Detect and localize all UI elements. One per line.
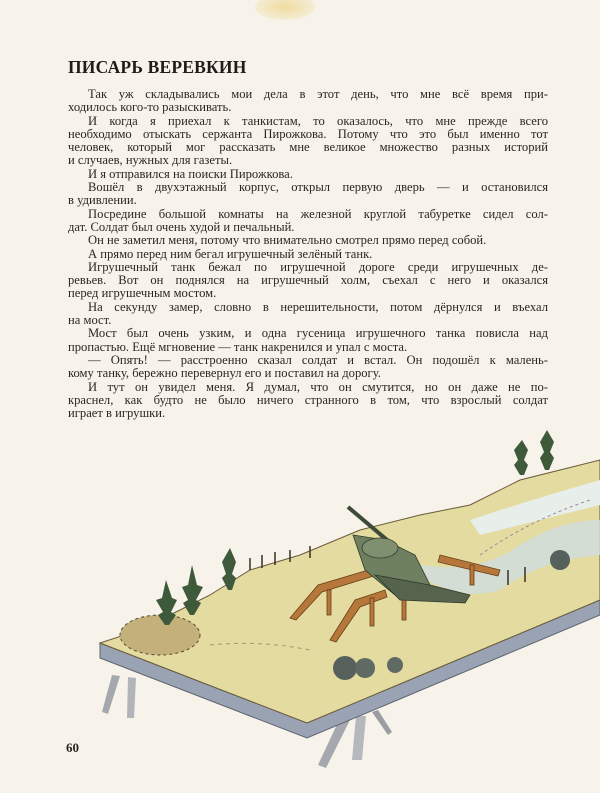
text-line: в удивлении.	[68, 193, 137, 208]
text-line: дат. Солдат был очень худой и печальный.	[68, 219, 295, 234]
text-line: Вошёл в двухэтажный корпус, открыл первую дверь — и остановился	[88, 180, 548, 195]
text-line: На секунду замер, словно в нерешительности, потом дёрнулся и въехал	[88, 299, 548, 314]
text-line: Игрушечный танк бежал по игрушечной дороге среди игрушечных де-	[88, 259, 548, 274]
page-number: 60	[66, 740, 79, 755]
crater	[120, 615, 200, 655]
text-line: играет в игрушки.	[68, 406, 166, 421]
text-line: на мост.	[68, 313, 112, 328]
text-line: необходимо отыскать сержанта Пирожкова. Потому что это был именно тот	[68, 126, 548, 141]
text-line: Так уж складывались мои дела в этот день, что мне всё время при-	[88, 87, 548, 101]
text-line: человек, который мог рассказать мне великое множество разных историй	[68, 140, 548, 155]
text-line: И тут он увидел меня. Я думал, что он смутится, но он даже не по-	[88, 379, 548, 394]
text-line: И когда я приехал к танкистам, то оказалось, что мне прежде всего	[88, 113, 548, 128]
text-line: Он не заметил меня, потому что внимательно смотрел прямо перед собой.	[88, 233, 487, 248]
text-line: И я отправился на поиски Пирожкова.	[88, 166, 293, 181]
text-line: А прямо перед ним бегал игрушечный зелёный танк.	[88, 246, 373, 261]
text-line: перед игрушечным мостом.	[68, 286, 217, 301]
text-line: Посредине большой комнаты на железной круглой табуретке сидел сол-	[88, 206, 548, 221]
text-line: и случаев, нужных для газеты.	[68, 153, 233, 168]
text-line: кому танку, бережно перевернул его и поставил на дорогу.	[68, 366, 381, 381]
text-line: ревьев. Вот он поднялся на игрушечный холм, съехал с него и оказался	[68, 273, 548, 288]
chapter-title: ПИСАРЬ ВЕРЕВКИН	[68, 57, 247, 77]
text-line: ходилось кого-то разыскивать.	[68, 100, 232, 115]
text-line: Мост был очень узким, и одна гусеница игрушечного танка повисла над	[88, 326, 548, 341]
text-line: — Опять! — расстроенно сказал солдат и встал. Он подошёл к малень-	[88, 352, 548, 367]
text-line: пропастью. Ещё мгновение — танк накренился и упал с моста.	[68, 339, 408, 354]
text-line: краснел, как будто не было ничего странного в том, что взрослый солдат	[68, 392, 548, 407]
